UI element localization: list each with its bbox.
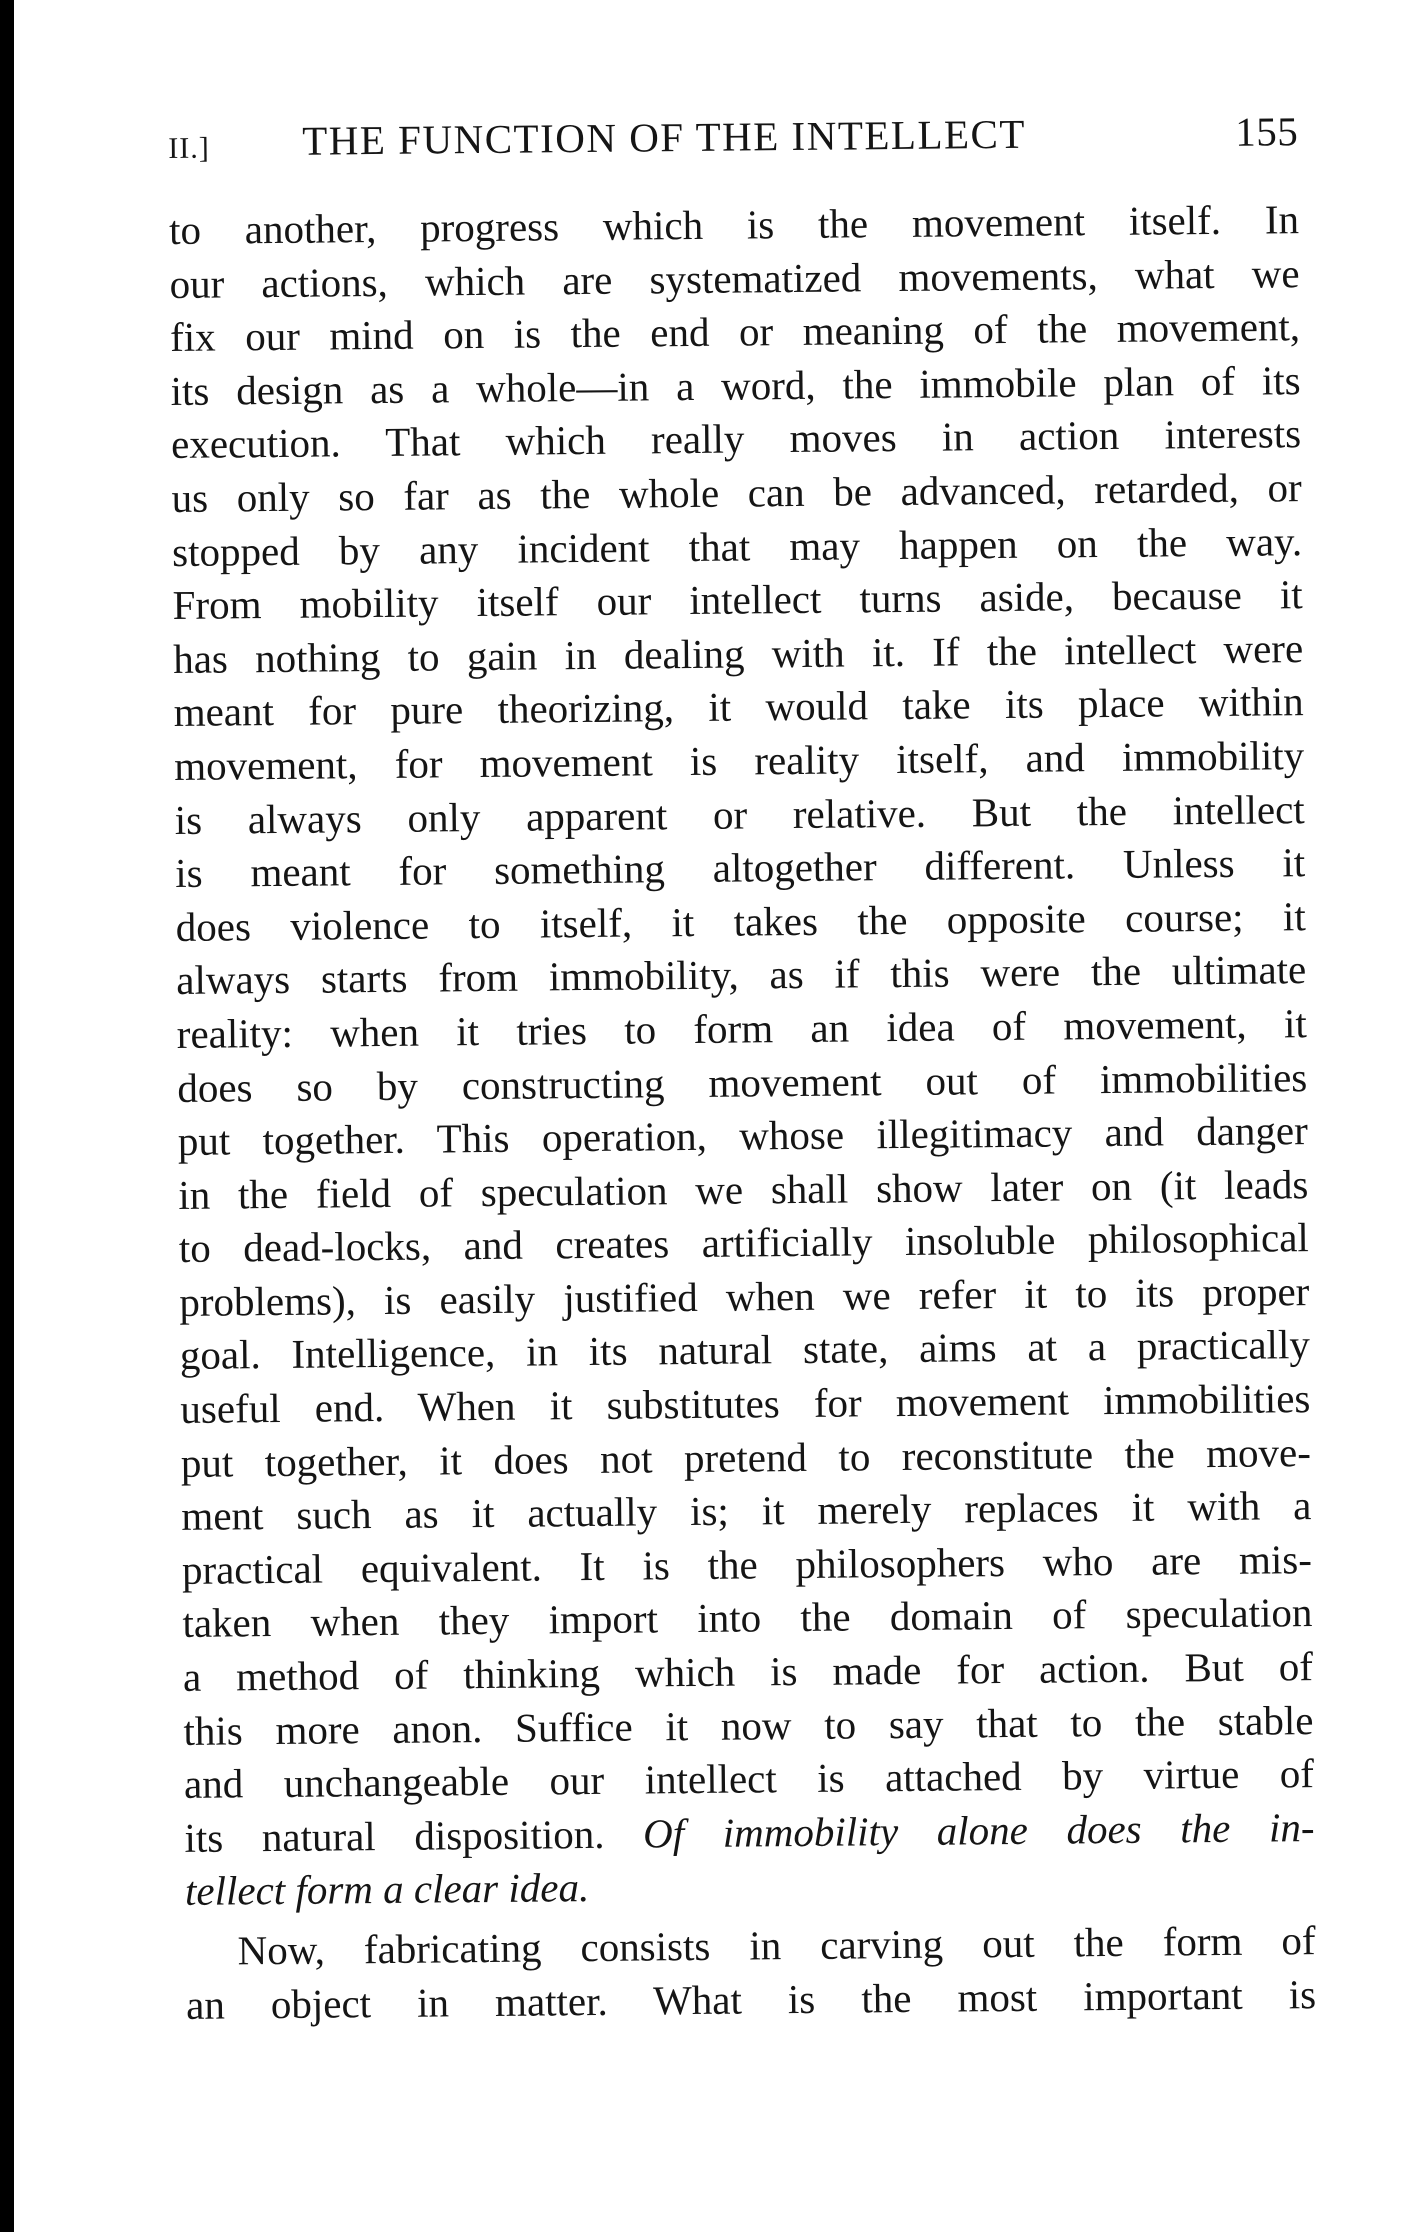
- italic-text: tellect form a clear idea.: [184, 1864, 590, 1915]
- text-line: Now, fabricating consists in carving out the form of: [237, 1917, 1316, 1974]
- text-line: and unchangeable our intellect is attached by virtue of: [183, 1750, 1315, 1808]
- text-line: in the field of speculation we shall show later on (it leads: [178, 1160, 1309, 1218]
- text-line: reality: when it tries to form an idea of movement, it: [176, 1000, 1307, 1057]
- text-line: our actions, which are systematized movements, what we: [169, 249, 1300, 307]
- italic-text: Of immobility alone does the in-: [642, 1803, 1315, 1857]
- text-line: problems), is easily justified when we refer it to its proper: [179, 1267, 1310, 1325]
- text-line: to dead-locks, and creates artificially insoluble philosophical: [178, 1214, 1310, 1272]
- text-line: From mobility itself our intellect turns aside, because it: [172, 571, 1303, 629]
- text-line: its design as a whole—in a word, the immobile plan of its: [170, 356, 1301, 414]
- text-line: an object in matter. What is the most important is: [185, 1970, 1317, 2028]
- text-line: put together, it does not pretend to reconstitute the move-: [180, 1428, 1312, 1486]
- text-line: execution. That which really moves in action interests: [170, 410, 1302, 468]
- text-line: always starts from immobility, as if this were the ultimate: [176, 946, 1307, 1004]
- text-line: goal. Intelligence, in its natural state, aims at a practically: [179, 1321, 1311, 1379]
- text-run: its natural disposition.: [184, 1810, 605, 1861]
- text-line: put together. This operation, whose illegitimacy and danger: [177, 1107, 1308, 1165]
- book-page: [168, 107, 1316, 2032]
- text-line: movement, for movement is reality itself, and immobility: [173, 732, 1305, 789]
- text-line: does so by constructing movement out of immobilities: [177, 1053, 1308, 1111]
- text-line: useful end. When it substitutes for movement immobilities: [180, 1375, 1311, 1433]
- text-line: meant for pure theorizing, it would take its place within: [173, 678, 1304, 736]
- text-line: practical equivalent. It is the philosophers who are mis-: [181, 1535, 1313, 1593]
- text-line: taken when they import into the domain of speculation: [182, 1589, 1313, 1647]
- body-text: [169, 193, 1316, 2032]
- text-line: does violence to itself, it takes the opposite course; it: [175, 892, 1306, 950]
- text-line: us only so far as the whole can be advanced, retarded, or: [171, 464, 1302, 521]
- text-line: [184, 1801, 1314, 1865]
- text-line: has nothing to gain in dealing with it. If the intellect were: [172, 624, 1304, 682]
- page-number: 155: [1234, 108, 1299, 155]
- paragraph-2: [185, 1914, 1316, 2032]
- running-head: [168, 107, 1299, 178]
- text-line: this more anon. Suffice it now to say that to the stable: [183, 1696, 1314, 1754]
- text-line: stopped by any incident that may happen on the way.: [171, 517, 1303, 575]
- page-edge-shadow: [0, 0, 14, 2232]
- text-line: ment such as it actually is; it merely replaces it with a: [181, 1482, 1312, 1540]
- text-line: a method of thinking which is made for action. But of: [182, 1643, 1314, 1700]
- paragraph-1: [169, 193, 1315, 1919]
- running-title: THE FUNCTION OF THE INTELLECT: [302, 110, 1027, 164]
- text-line: fix our mind on is the end or meaning of the movement,: [169, 303, 1301, 361]
- text-line: is meant for something altogether different. Unless it: [175, 839, 1306, 897]
- chapter-marker: II.]: [168, 131, 210, 165]
- text-line: to another, progress which is the movement itself. In: [168, 196, 1300, 253]
- text-line: is always only apparent or relative. But the intellect: [174, 785, 1305, 843]
